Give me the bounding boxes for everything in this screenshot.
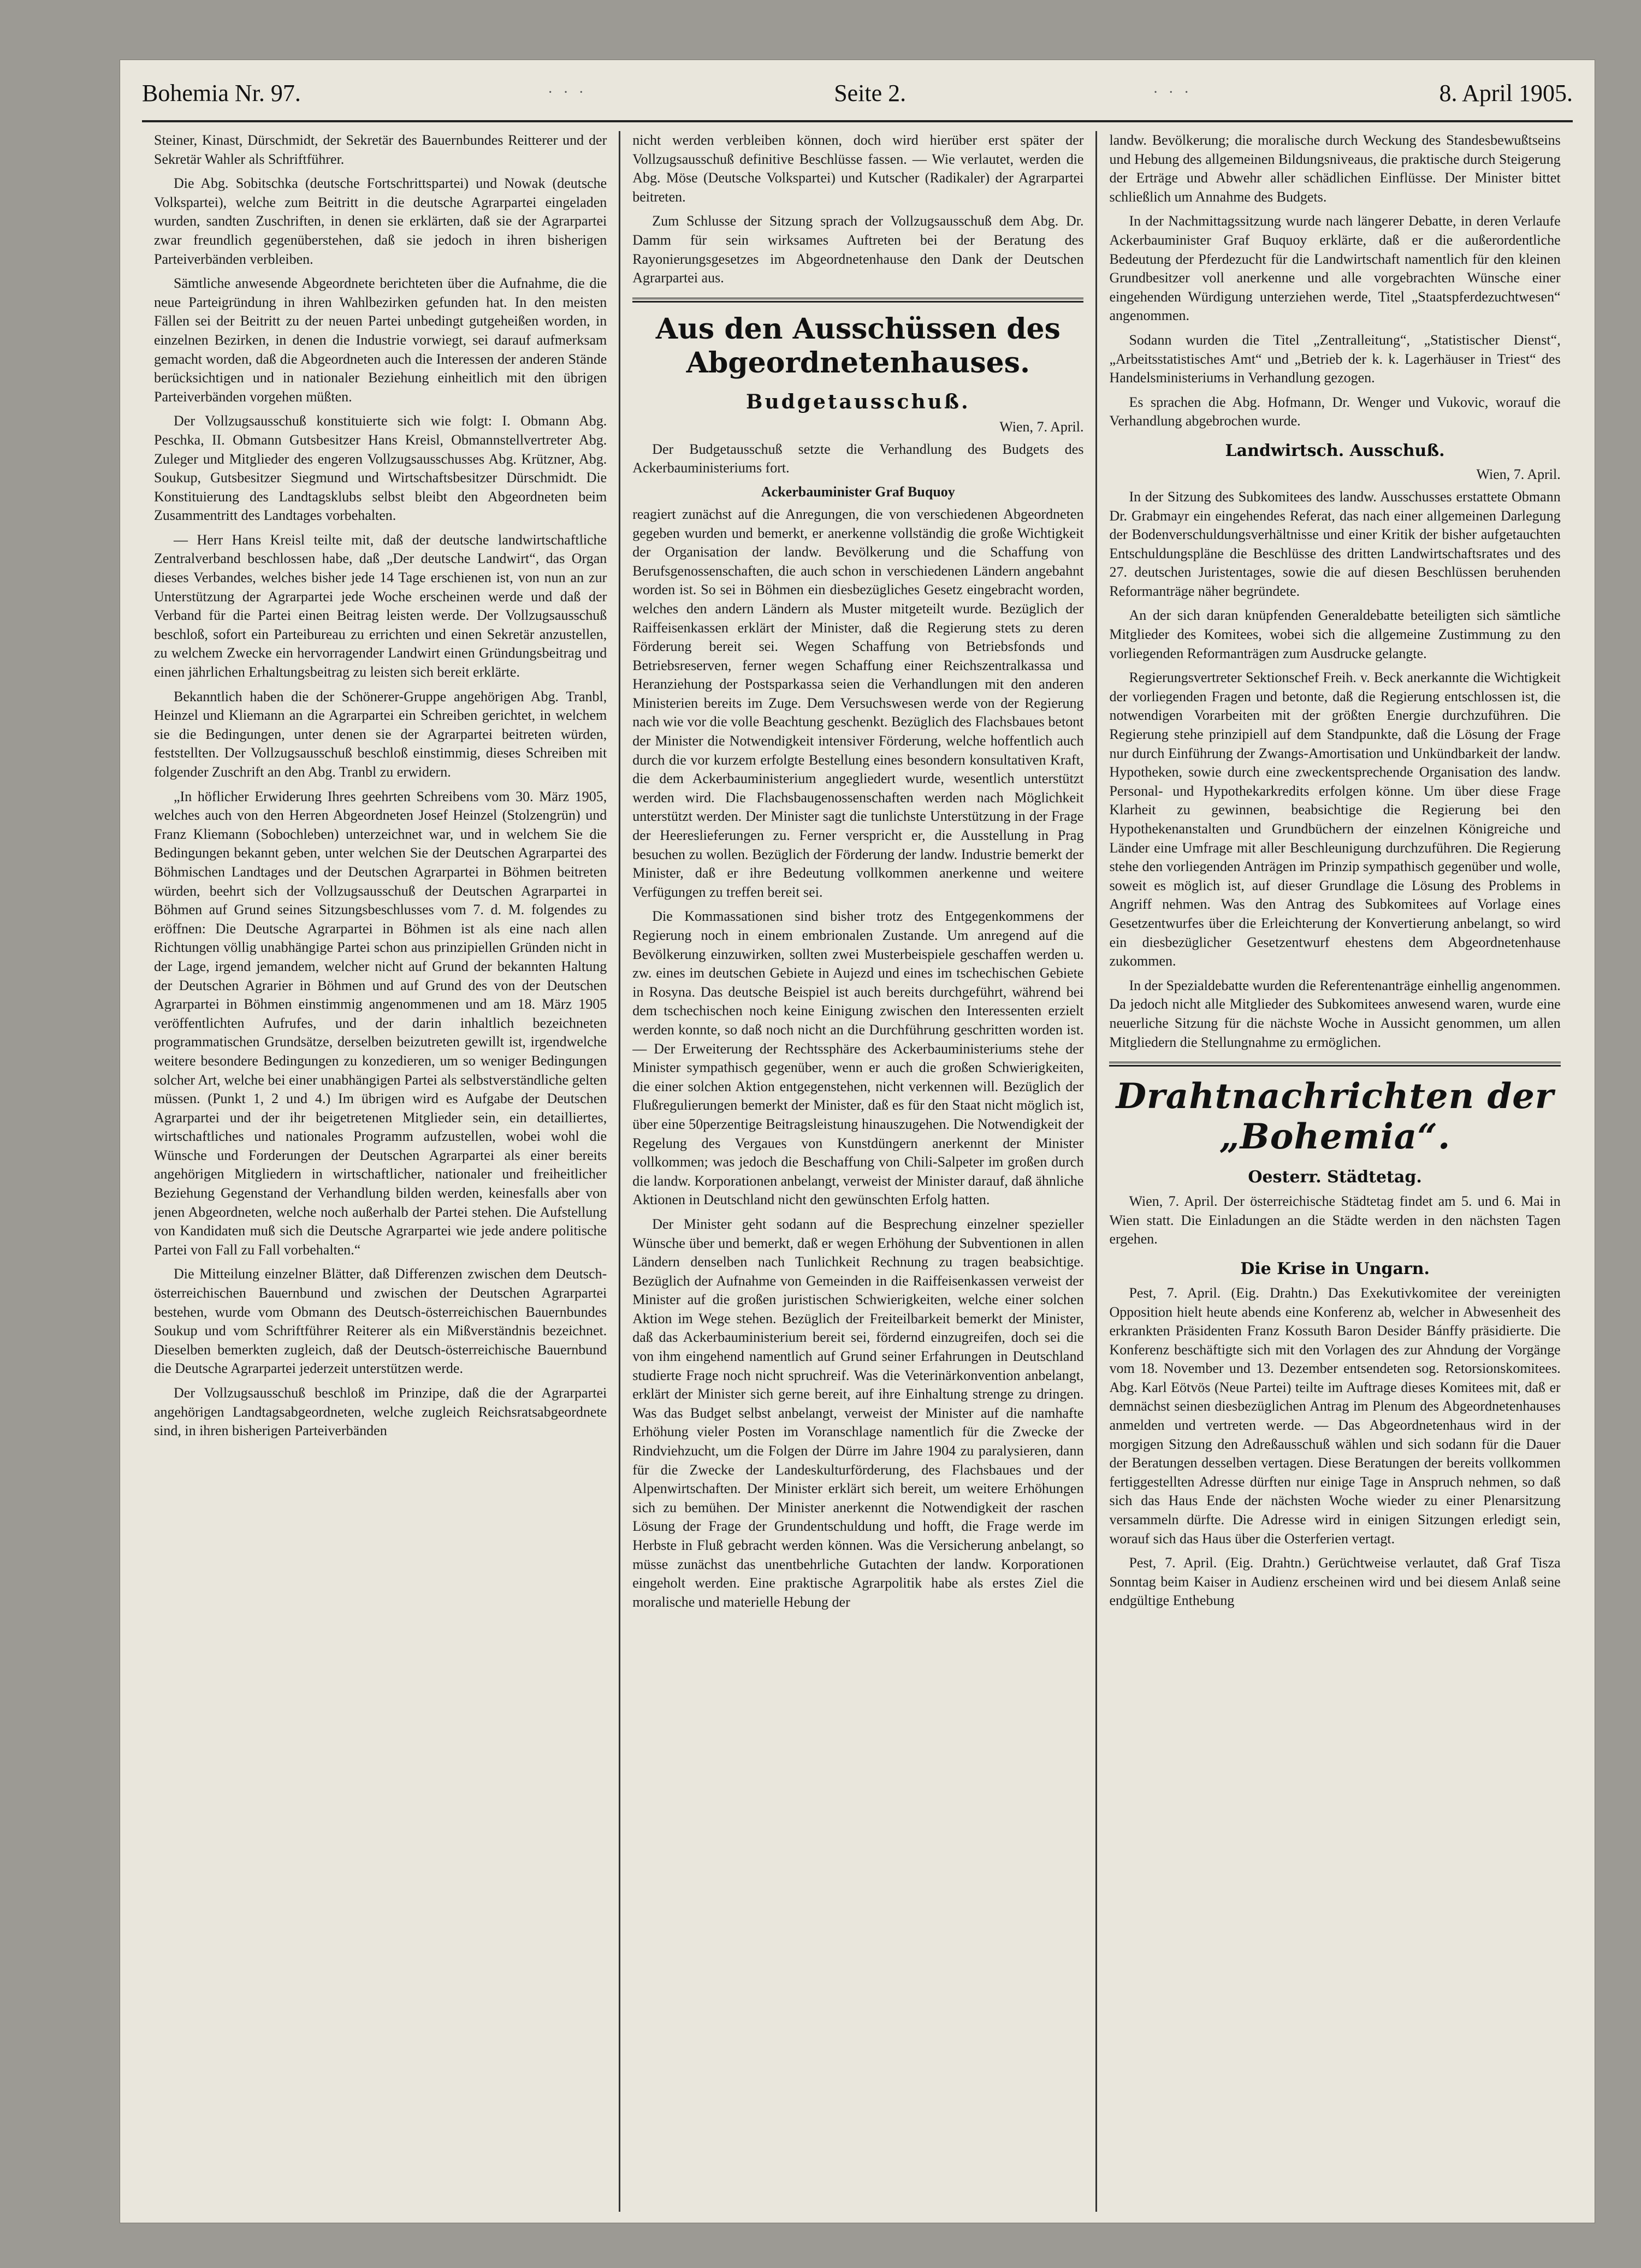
paragraph: Pest, 7. April. (Eig. Drahtn.) Das Exekutivkomitee der vereinigten Opposition hielt heute abends eine Konferenz ab, welcher in Abwesenheit des erkrankten Präsidenten Franz Kossuth Baron Desider Bánffy präsidierte. Die Konferenz beschäftigte sich mit den Vorlagen des zur Ahndung der Vorgänge vom 18. November und 13. Dezember entsendeten sog. Retorsionskomitees. Abg. Karl Eötvös (Neue Partei) teilte im Auftrage dieses Komitees mit, daß er demnächst seinen diesbezüglichen Antrag im Plenum des Abgeordnetenhauses anmelden und vertreten werde. — Das Abgeordnetenhaus wird in der morgigen Sitzung den Adreßausschuß wählen und sich sodann für die Dauer der Beratungen desselben vertagen. Diese Beratungen der bereits vollkommen fertiggestellten Adresse dürften nur einige Tage in Anspruch nehmen, so daß sich das Haus Ende der nächsten Woche wieder zu einer Plenarsitzung versammeln dürfte. Die Adresse wird in einigen Sitzungen erledigt sein, worauf sich das Haus über die Osterferien vertagt. xyxy=(1109,1284,1561,1547)
dateline: Wien, 7. April. xyxy=(999,418,1084,435)
paragraph: Es sprachen die Abg. Hofmann, Dr. Wenger und Vukovic, worauf die Verhandlung abgebrochen wurde. xyxy=(1109,394,1561,429)
issue-date: 8. April 1905. xyxy=(1439,79,1573,106)
paragraph: nicht werden verbleiben können, doch wird hierüber erst später der Vollzugsausschuß definitive Beschlüsse fassen. — Wie verlautet, werden die Abg. Möse (Deutsche Volkspartei) und Kutscher (Radikaler) der Agrarpartei beitreten. xyxy=(632,132,1084,205)
paragraph: Sodann wurden die Titel „Zentralleitung“, „Statistischer Dienst“, „Arbeitsstatistisches Amt“ und „Betrieb der k. k. Lagerhäuser in Triest“ des Handelsministeriums in Verhandlung gezogen. xyxy=(1109,331,1561,386)
paragraph: Regierungsvertreter Sektionschef Freih. v. Beck anerkannte die Wichtigkeit der vorliegenden Fragen und betonte, daß die Regierung entschlossen ist, die notwendigen Vorarbeiten mit der größten Energie durchzuführen. Die Regierung stehe prinzipiell auf dem Standpunkte, daß die Lösung der Frage nur durch Einführung der Zwangs-Amortisation und Unkündbarkeit der landw. Hypotheken, sowie durch eine zweckentsprechende Organisation des landw. Personal- und Hypothekarkredits erfolgen könne. Um über diese Frage Klarheit zu gewinnen, beabsichtige die Regierung bei den Hypothekenanstalten und Grundbüchern der einzelnen Königreiche und Länder eine Umfrage mit aller Beschleunigung durchzuführen. Die Regierung stehe den vorliegenden Anträgen im Prinzip sympathisch gegenüber und wolle, soweit es möglich ist, auf dieser Grundlage die Lösung des Problems in Angriff nehmen. Was den Antrag des Subkomitees auf Vorlage eines Gesetzentwurfes über die Erleichterung der Konvertierung anbelangt, so wird ein diesbezüglicher Gesetzentwurf ehestens dem Abgeordnetenhause zukommen. xyxy=(1109,670,1561,969)
paragraph: In der Spezialdebatte wurden die Referentenanträge einhellig angenommen. Da jedoch nicht alle Mitglieder des Subkomitees anwesend waren, wurde eine neuerliche Sitzung für die nächste Woche in Aussicht genommen, um allen Mitgliedern die Stellungnahme zu ermöglichen. xyxy=(1109,977,1561,1050)
subheadline: Landwirtsch. Ausschuß. xyxy=(1225,441,1445,460)
dateline: Wien, 7. April. xyxy=(1476,466,1561,482)
column-3 xyxy=(1095,131,1572,2212)
text-columns xyxy=(142,131,1573,2212)
newspaper-page xyxy=(120,60,1595,2223)
paragraph: Wien, 7. April. Der österreichische Städtetag findet am 5. und 6. Mai in Wien statt. Die Einladungen an die Städte werden in den nächsten Tagen ergehen. xyxy=(1109,1193,1561,1247)
page-header xyxy=(142,71,1573,115)
paragraph: Die Abg. Sobitschka (deutsche Fortschrittspartei) und Nowak (deutsche Volkspartei), welche zum Beitritt in die deutsche Agrarpartei eingeladen wurden, sandten Zuschriften, in denen sie erklärten, daß sie der Agrarpartei zwar freundlich gegenüberstehen, daß sie jedoch in ihren bisherigen Parteiverbänden verbleiben. xyxy=(154,175,607,267)
paragraph: Die Mitteilung einzelner Blätter, daß Differenzen zwischen dem Deutsch-österreichischen Bauernbund und zwischen der Deutschen Agrarpartei bestehen, wurde vom Obmann des Deutsch-österreichischen Bauernbundes Soukup und vom Schriftführer Reiterer als ein Mißverständnis bezeichnet. Dieselben bemerkten zugleich, daß der Deutsch-österreichische Bauernbund die Deutsche Agrarpartei jederzeit unterstützen werde. xyxy=(154,1266,607,1377)
paragraph: An der sich daran knüpfenden Generaldebatte beteiligten sich sämtliche Mitglieder des Komitees, wobei sich die allgemeine Zustimmung zu den vorliegenden Reformanträgen zum Ausdrucke gelangte. xyxy=(1109,607,1561,661)
paragraph: reagiert zunächst auf die Anregungen, die von verschiedenen Abgeordneten gegeben wurden und bemerkt, er anerkenne vollständig die große Wichtigkeit der Organisation der landw. Bevölkerung und die Schaffung von Berufsgenossenschaften, die auch schon in verschiedenen Ländern angebahnt worden ist. So sei in Böhmen ein diesbezügliches Gesetz eingebracht worden, welches den andern Ländern als Muster mitgeteilt wurde. Bezüglich der Raiffeisenkassen erklärt der Minister, daß die Regierung stets zu deren Förderung bereit sei. Wegen Schaffung von Betriebsfonds und Betriebsreserven, ferner wegen Schaffung einer Reichszentralkassa und Heranziehung der Postsparkassa seien die Verhandlungen mit den anderen Ministerien bereits im Zuge. Dem Versuchswesen werde von der Regierung nach wie vor die volle Beachtung geschenkt. Bezüglich des Flachsbaues betont der Minister die Notwendigkeit intensiver Förderung, welche hoffentlich auch durch die vor kurzem erfolgte Bestellung eines besondern konsultativen Kraft, die dem Ackerbauministerium angegliedert wurde, wesentlich unterstützt werden wird. Die Flachsbaugenossenschaften werden nach Möglichkeit unterstützt werden. Der Minister sagt die tunlichste Unterstützung in der Frage der Heereslieferungen zu. Ferner verspricht er, die Ausstellung in Prag besuchen zu wollen. Bezüglich der Förderung der landw. Industrie bemerkt der Minister, daß er ihre Bedeutung vollkommen anerkenne und weitere Verfügungen zu treffen bereit sei. xyxy=(632,506,1084,900)
paragraph: Der Vollzugsausschuß beschloß im Prinzipe, daß die der Agrarpartei angehörigen Landtagsabgeordneten, welche zugleich Reichsratsabgeordnete sind, in ihren bisherigen Parteiverbänden xyxy=(154,1385,607,1439)
paragraph: Sämtliche anwesende Abgeordnete berichteten über die Aufnahme, die die neue Parteigründung in ihren Wahlbezirken gefunden hat. In den meisten Fällen sei der Beitritt zu der neuen Partei unbedingt gutgeheißen worden, in einzelnen Bezirken, in denen die Industrie vorwiegt, sei darauf aufmerksam gemacht worden, daß die Abgeordneten auch die Interessen der anderen Stände berücksichtigen und in nationaler Beziehung einheitlich mit den übrigen Parteiverbänden vorgehen müßten. xyxy=(154,275,607,405)
paragraph: Die Kommassationen sind bisher trotz des Entgegenkommens der Regierung noch in einem embrionalen Zustande. Um anregend auf die Bevölkerung einzuwirken, sollten zwei Musterbeispiele geschaffen werden u. zw. eines im deutschen Gebiete in Aujezd und eines im tschechischen Gebiete in Rosyna. Das deutsche Beispiel ist auch bereits durchgeführt, während bei dem tschechischen noch keine Einigung zwischen den Interessenten erzielt werden konnte, so daß noch nicht an die Durchführung geschritten worden ist. — Der Erweiterung der Rechtssphäre des Ackerbauministeriums stehe der Minister sympathisch gegenüber, wenn er auch die großen Schwierigkeiten, die einer solchen Aktion entgegenstehen, nicht verkennen will. Bezüglich der Flußregulierungen bemerkt der Minister, daß es für den Staat nicht möglich ist, über eine 50perzentige Beitragsleistung hinauszugehen. Die Notwendigkeit der Regelung des Vergaues von Kunstdüngern anerkennt der Minister vollkommen; was jedoch die Beschaffung von Chili-Salpeter im großen durch die landw. Korporationen anbelangt, verweist der Minister darauf, daß ähnliche Aktionen in Deutschland nicht den gewünschten Erfolg hatten. xyxy=(632,908,1084,1208)
paragraph: — Herr Hans Kreisl teilte mit, daß der deutsche landwirtschaftliche Zentralverband beschlossen habe, daß „Der deutsche Landwirt“, das Organ dieses Verbandes, welches bisher jede 14 Tage erschienen ist, von nun an zur Unterstützung der Agrarpartei jede Woche erscheinen werde und daß der Verband für die Partei einen Beitrag leisten werde. Der Vollzugsausschuß beschloß, sofort ein Parteibureau zu errichten und einen Sekretär anzustellen, zu welchem Zwecke ein hervorragender Landwirt einen Gründungsbeitrag und einen jährlichen Erhaltungsbeitrag zu leisten sich bereit erklärte. xyxy=(154,531,607,680)
header-ornament: · · · xyxy=(548,84,588,101)
paragraph: In der Nachmittagssitzung wurde nach längerer Debatte, in deren Verlaufe Ackerbauminister Graf Buquoy erklärte, daß er die außerordentliche Bedeutung der Pferdezucht für die Landwirtschaft namentlich für den kleinen Grundbesitzer voll anerkenne und alle vorgebrachten Wünsche einer eingehenden Würdigung unterziehen werde, Titel „Staatspferdezuchtwesen“ angenommen. xyxy=(1109,213,1561,324)
paragraph: Der Minister geht sodann auf die Besprechung einzelner spezieller Wünsche über und bemerkt, daß er wegen Erhöhung der Subventionen in allen Ländern denselben nach Tunlichkeit Rechnung zu tragen beabsichtige. Bezüglich der Aufnahme von Gemeinden in die Raiffeisenkassen verweist der Minister auf die großen juristischen Schwierigkeiten, welche einer solchen Aktion im Wege stehen. Bezüglich der Freiteilbarkeit bemerkt der Minister, daß das Ackerbauministerium bereit sei, fördernd einzugreifen, doch sei die von ihm eingehend namentlich auf Grund seiner Erfahrungen in Deutschland studierte Frage noch nicht spruchreif. Was die Veterinärkonvention anbelangt, erklärt der Minister sich gerne bereit, auf ihre Einhaltung strenge zu dringen. Was das Budget selbst anbelangt, verweist der Minister auf die namhafte Erhöhung vieler Posten im Voranschlage namentlich für die Zwecke der Rindviehzucht, um die Folgen der Dürre im Jahre 1904 zu paralysieren, dann für die Zwecke der Landeskulturförderung, des Flachsbaues und der Alpenwirtschaften. Der Minister erklärt sich bereit, um weitere Erhöhungen sich zu bemühen. Der Minister anerkennt die Notwendigkeit der raschen Lösung der Frage der Grundentschuldung und hofft, die Frage werde im Herbste in Fluß gebracht werden können. Was die Versicherung anbelangt, so müsse zunächst das unentbehrliche Gutachten der landw. Korporationen eingeholt werden. Eine praktische Agrarpolitik habe als erstes Ziel die moralische und materielle Hebung der xyxy=(632,1216,1084,1610)
header-rule xyxy=(142,120,1573,122)
paragraph: „In höflicher Erwiderung Ihres geehrten Schreibens vom 30. März 1905, welches auch von den Herren Abgeordneten Josef Heinzel (Stolzengrün) und Franz Kliemann (Sobochleben) unterzeichnet war, und in welchem Sie die Bedingungen bekannt geben, unter welchen Sie der Deutschen Agrarpartei des Böhmischen Landtages und der Deutschen Agrarpartei in Böhmen beitreten würden, beehrt sich der Vollzugsausschuß der Deutschen Agrarpartei in Böhmen auf Grund seines Sitzungsbeschlusses vom 7. d. M. folgendes zu eröffnen: Die Deutsche Agrarpartei in Böhmen ist als eine nach allen Richtungen völlig unabhängige Partei schon aus prinzipiellen Gründen nicht in der Lage, irgend jemandem, welcher nicht auf Grund der bekannten Haltung der Deutschen Agrarier in Böhmen und auf Grund des von der Deutschen Agrarpartei in Böhmen einstimmig angenommenen und am 18. März 1905 veröffentlichten Aufrufes, und der darin inhaltlich bezeichneten programmatischen Grundsätze, derselben beizutreten gewillt ist, irgendwelche weitere besondere Bedingungen zu konzedieren, um so weniger Bedingungen solcher Art, welche bei einer unabhängigen Partei als selbstverständliche gelten müssen. (Punkt 1, 2 und 4.) Im übrigen wird es Aufgabe der Deutschen Agrarpartei und der ihr beigetretenen Mitglieder sein, ein detailliertes, wirtschaftliches und nationales Programm aufzustellen, wobei wohl die Wünsche und Forderungen der Deutschen Agrarpartei als einer bereits angehörigen Mitgliedern in wirtschaftlicher, nationaler und freiheitlicher Beziehung Gegenstand der Verhandlung bilden werden, keinesfalls aber von jenen Abgeordneten, welche noch außerhalb der Partei stehen. Die Aufstellung von Kandidaten muß sich die Deutsche Agrarpartei wie jede andere politische Partei von Fall zu Fall vorbehalten.“ xyxy=(154,788,607,1258)
section-divider xyxy=(632,298,1083,303)
section-divider xyxy=(1109,1062,1560,1067)
section-headline: Aus den Ausschüssen des Abgeordnetenhauses. xyxy=(655,312,1061,380)
page-number: Seite 2. xyxy=(834,79,907,106)
paragraph: Zum Schlusse der Sitzung sprach der Vollzugsausschuß dem Abg. Dr. Damm für sein wirksames Auftreten bei der Beratung des Rayonierungsgesetzes im Abgeordnetenhause den Dank der Deutschen Agrarpartei aus. xyxy=(632,213,1084,286)
paragraph: Pest, 7. April. (Eig. Drahtn.) Gerüchtweise verlautet, daß Graf Tisza Sonntag beim Kaiser in Audienz erscheinen wird und bei diesem Anlaß seine endgültige Enthebung xyxy=(1109,1555,1561,1609)
paragraph: landw. Bevölkerung; die moralische durch Weckung des Standesbewußtseins und Hebung des allgemeinen Bildungsniveaus, die praktische durch Steigerung der Erträge und Abwehr aller schädlichen Einflüsse. Der Minister bittet schließlich um Annahme des Budgets. xyxy=(1109,132,1561,205)
paragraph: In der Sitzung des Subkomitees des landw. Ausschusses erstattete Obmann Dr. Grabmayr ein eingehendes Referat, das nach einer allgemeinen Darlegung der Bodenverschuldungsverhältnisse und einer Kritik der bisher aufgetauchten Entschuldungspläne die Beschlüsse des dritten Landwirtschaftsrates und des 27. deutschen Juristentages, sowie die auf diesen Beschlüssen beruhenden Reformanträge näher begründete. xyxy=(1109,488,1561,599)
speaker-heading: Ackerbauminister Graf Buquoy xyxy=(761,483,955,500)
subheadline: Budgetausschuß. xyxy=(746,390,970,413)
masthead-issue: Bohemia Nr. 97. xyxy=(142,79,301,106)
paragraph: Bekanntlich haben die der Schönerer-Gruppe angehörigen Abg. Tranbl, Heinzel und Kliemann an die Agrarpartei ein Schreiben gerichtet, in welchem sie die Bedingungen, unter denen sie der Agrarpartei beitreten würden, feststellten. Der Vollzugsausschuß beschloß einstimmig, dieses Schreiben mit folgender Zuschrift an den Abg. Tranbl zu erwidern. xyxy=(154,688,607,780)
paragraph: Steiner, Kinast, Dürschmidt, der Sekretär des Bauernbundes Reitterer und der Sekretär Wahler als Schriftführer. xyxy=(154,132,607,167)
header-ornament: · · · xyxy=(1153,84,1193,101)
column-2 xyxy=(619,131,1095,2212)
paragraph: Der Vollzugsausschuß konstituierte sich wie folgt: I. Obmann Abg. Peschka, II. Obmann Gutsbesitzer Hans Kreisl, Obmannstellvertreter Abg. Zuleger und Mitglieder des engeren Vollzugsausschusses Abg. Krützner, Abg. Soukup, Gutsbesitzer Siegmund und Wirtschaftsbesitzer Dürschmidt. Die Konstituierung des Landtagsklubs selbst bleibt den Abgeordneten beim Zusammentritt des Landtages vorbehalten. xyxy=(154,413,607,524)
column-1 xyxy=(142,131,619,2212)
telegram-section-headline: Drahtnachrichten der „Bohemia“. xyxy=(1116,1076,1554,1158)
subheadline: Die Krise in Ungarn. xyxy=(1240,1259,1430,1278)
paragraph: Der Budgetausschuß setzte die Verhandlung des Budgets des Ackerbauministeriums fort. xyxy=(632,441,1084,476)
subheadline: Oesterr. Städtetag. xyxy=(1248,1168,1422,1187)
